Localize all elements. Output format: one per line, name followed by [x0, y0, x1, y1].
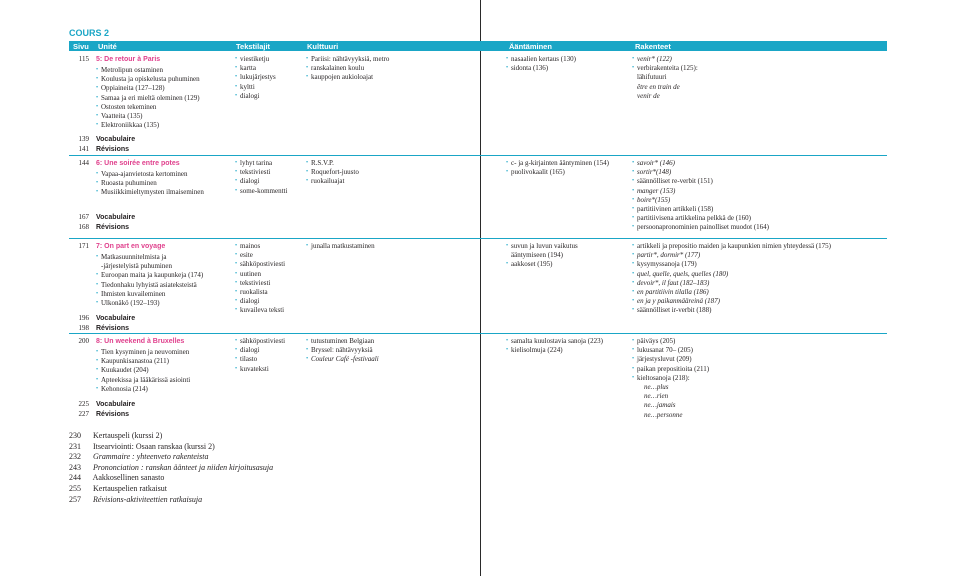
- row-divider: [69, 238, 887, 239]
- list-item: • Pariisi: nähtävyyksiä, metro: [306, 55, 389, 64]
- row-divider: [69, 333, 887, 334]
- rakenteet-list: [632, 337, 709, 420]
- list-item: • R.S.V.P.: [306, 159, 359, 168]
- rakenteet-list: [632, 242, 831, 316]
- list-item: • persoonapronominien painolliset muodot (164): [632, 223, 769, 232]
- unite-list: [96, 348, 190, 394]
- list-item: • Brysselː nähtävyyksiä: [306, 346, 379, 355]
- list-item: • boire*(155): [632, 196, 769, 205]
- list-item: • samalta kuulostavia sanoja (223): [506, 337, 603, 346]
- unit-title: 8: Un weekend à Bruxelles: [96, 338, 185, 345]
- aantaminen-list: [506, 337, 603, 355]
- list-item: ne…plus: [644, 383, 669, 392]
- list-item: • sidonta (136): [506, 64, 576, 73]
- list-item: • puolivokaalit (165): [506, 168, 609, 177]
- aantaminen-list: [506, 55, 576, 73]
- list-item: • Ihmisten kuvaileminen: [96, 290, 203, 299]
- list-item: • ruokailuajat: [306, 177, 359, 186]
- list-item: • nasaalien kertaus (130): [506, 55, 576, 64]
- list-item: • dialogi: [235, 346, 285, 355]
- list-item: • verbirakenteita (125):: [632, 64, 698, 73]
- tekstilajit-list: [235, 55, 276, 101]
- list-item: • Elektroniikkaa (135): [96, 121, 200, 130]
- appendix-page: 257: [69, 494, 81, 504]
- list-item: • kyltti: [235, 83, 276, 92]
- course-title: COURS 2: [69, 28, 110, 38]
- appendix-item: [69, 452, 273, 463]
- list-item: • lyhyt tarina: [235, 159, 287, 168]
- list-item: • paikan prepositioita (211): [632, 365, 709, 374]
- revisions-label: Révisions: [96, 325, 130, 332]
- list-item: • dialogi: [235, 92, 276, 101]
- kulttuuri-list: [306, 242, 375, 251]
- appendix-list: [69, 431, 273, 505]
- header-aantaminen: Ääntäminen: [509, 42, 552, 51]
- list-item: • Roquefort-juusto: [306, 168, 359, 177]
- list-item: -järjestelyistä puhuminen: [101, 262, 172, 271]
- revisions-page: 141: [78, 145, 89, 153]
- appendix-item: [69, 442, 273, 453]
- list-item: venir de: [637, 91, 660, 100]
- list-item: • kauppojen aukioloajat: [306, 73, 389, 82]
- list-item: • Oppiaineita (127–128): [96, 84, 200, 93]
- unite-list: [96, 66, 200, 130]
- vocab-page: 167: [78, 213, 89, 221]
- header-kulttuuri: Kulttuuri: [307, 42, 339, 51]
- list-item: • uutinen: [235, 270, 285, 279]
- tekstilajit-list: [235, 159, 287, 196]
- list-item: • kuvateksti: [235, 365, 285, 374]
- list-item: • esite: [235, 251, 285, 260]
- list-item: • Kaupunkisanastoa (211): [96, 357, 190, 366]
- list-item: • Vapaa-ajanvietosta kertominen: [96, 170, 204, 179]
- rakenteet-list: [632, 159, 769, 233]
- appendix-text: Aakkosellinen sanasto: [92, 473, 165, 483]
- unit-page: 200: [78, 337, 89, 345]
- list-item: • kuvaileva teksti: [235, 306, 285, 315]
- list-item: • kartta: [235, 64, 276, 73]
- header-tekstilajit: Tekstilajit: [236, 42, 271, 51]
- list-item: • Tien kysyminen ja neuvominen: [96, 348, 190, 357]
- kulttuuri-list: [306, 55, 389, 83]
- vocab-page: 225: [78, 400, 89, 408]
- list-item: lähifutuuri: [637, 73, 667, 82]
- list-item: • partir*, dormir* (177): [632, 251, 831, 260]
- unite-list: [96, 253, 203, 308]
- list-item: • ruokalista: [235, 288, 285, 297]
- appendix-item: [69, 463, 273, 474]
- list-item: • artikkeli ja prepositio maiden ja kaupunkien nimien yhteydessä (175): [632, 242, 831, 251]
- list-item: ne…rien: [644, 392, 669, 401]
- list-item: • säännölliset re-verbit (151): [632, 177, 769, 186]
- vocab-label: Vocabulaire: [96, 214, 136, 221]
- row-divider: [69, 155, 887, 156]
- list-item: • sähköpostiviesti: [235, 337, 285, 346]
- revisions-label: Révisions: [96, 224, 130, 231]
- list-item: • partitiivinen artikkeli (158): [632, 205, 769, 214]
- list-item: • tilasto: [235, 355, 285, 364]
- list-item: • venir* (122): [632, 55, 698, 64]
- list-item: • Kuukaudet (204): [96, 366, 190, 375]
- list-item: • tekstiviesti: [235, 168, 287, 177]
- revisions-label: Révisions: [96, 411, 130, 418]
- tekstilajit-list: [235, 337, 285, 374]
- kulttuuri-list: [306, 337, 379, 365]
- list-item: • Koulusta ja opiskelusta puhuminen: [96, 75, 200, 84]
- list-item: • järjestysluvut (209): [632, 355, 709, 364]
- unit-page: 115: [78, 55, 89, 63]
- list-item: • quel, quelle, quels, quelles (180): [632, 270, 831, 279]
- revisions-page: 227: [78, 410, 89, 418]
- list-item: • some-kommentti: [235, 187, 287, 196]
- unit-title: 6: Une soirée entre potes: [96, 160, 180, 167]
- list-item: • Euroopan maita ja kaupunkeja (174): [96, 271, 203, 280]
- list-item: • Ruoasta puhuminen: [96, 179, 204, 188]
- list-item: • dialogi: [235, 177, 287, 186]
- list-item: • kielisolmuja (224): [506, 346, 603, 355]
- list-item: • junalla matkustaminen: [306, 242, 375, 251]
- list-item: • Kehonosia (214): [96, 385, 190, 394]
- vocab-page: 139: [78, 135, 89, 143]
- list-item: • lukusanat 70– (205): [632, 346, 709, 355]
- list-item: • savoir* (146): [632, 159, 769, 168]
- list-item: • Samaa ja eri mieltä oleminen (129): [96, 94, 200, 103]
- list-item: • dialogi: [235, 297, 285, 306]
- unit-page: 171: [78, 242, 89, 250]
- vocab-label: Vocabulaire: [96, 401, 136, 408]
- unit-page: 144: [78, 159, 89, 167]
- revisions-page: 168: [78, 223, 89, 231]
- list-item: • päiväys (205): [632, 337, 709, 346]
- unit-row: [69, 333, 887, 423]
- list-item: être en train de: [637, 82, 680, 91]
- unit-row: [69, 155, 887, 238]
- appendix-text: Prononciation : ranskan äänteet ja niiden kirjoitusasuja: [93, 462, 274, 472]
- appendix-text: Révisions-aktiviteettien ratkaisuja: [93, 494, 203, 504]
- appendix-item: [69, 473, 273, 484]
- revisions-label: Révisions: [96, 146, 130, 153]
- list-item: • devoir*, il faut (182–183): [632, 279, 831, 288]
- appendix-page: 243: [69, 462, 81, 472]
- unit-title: 7: On part en voyage: [96, 243, 166, 250]
- table-header: [69, 41, 887, 51]
- list-item: ne…jamais: [644, 401, 676, 410]
- kulttuuri-list: [306, 159, 359, 187]
- appendix-text: Itsearviointi: Osaan ranskaa (kurssi 2): [93, 441, 215, 451]
- list-item: • kysymyssanoja (179): [632, 260, 831, 269]
- list-item: • kieltosanoja (218):: [632, 374, 709, 383]
- appendix-page: 230: [69, 431, 81, 440]
- appendix-page: 255: [69, 483, 81, 493]
- list-item: • tekstiviesti: [235, 279, 285, 288]
- header-rakenteet: Rakenteet: [635, 42, 671, 51]
- appendix-item: [69, 495, 273, 506]
- list-item: • Vaatteita (135): [96, 112, 200, 121]
- list-item: ääntymiseen (194): [511, 251, 563, 260]
- list-item: • Metrolipun ostaminen: [96, 66, 200, 75]
- list-item: • Musiikkimieltymysten ilmaiseminen: [96, 188, 204, 197]
- list-item: • Matkasuunnitelmista ja: [96, 253, 203, 262]
- appendix-item: [69, 431, 273, 442]
- vocab-page: 196: [78, 314, 89, 322]
- list-item: • tutustuminen Belgiaan: [306, 337, 379, 346]
- appendix-page: 231: [69, 441, 81, 451]
- list-item: • Apteekissa ja lääkärissä asiointi: [96, 376, 190, 385]
- vocab-label: Vocabulaire: [96, 136, 136, 143]
- list-item: • en partitiivin tilalla (186): [632, 288, 831, 297]
- aantaminen-list: [506, 159, 609, 177]
- list-item: • aakkoset (195): [506, 260, 578, 269]
- unite-list: [96, 170, 204, 198]
- list-item: • Ulkonäkö (192–193): [96, 299, 203, 308]
- appendix-item: [69, 484, 273, 495]
- list-item: • lukujärjestys: [235, 73, 276, 82]
- list-item: • Tiedonhaku lyhyistä asiateksteistä: [96, 281, 203, 290]
- aantaminen-list: [506, 242, 578, 270]
- list-item: • manger (153): [632, 187, 769, 196]
- appendix-page: 232: [69, 452, 81, 462]
- appendix-text: Grammaire : yhteenveto rakenteista: [93, 452, 209, 462]
- unit-row: [69, 53, 887, 153]
- list-item: • partitiivisena artikkelina pelkkä de (160): [632, 214, 769, 223]
- appendix-text: Kertauspelien ratkaisut: [93, 483, 167, 493]
- list-item: ne…personne: [644, 410, 683, 419]
- list-item: • sortir*(148): [632, 168, 769, 177]
- revisions-page: 198: [78, 324, 89, 332]
- unit-row: [69, 238, 887, 333]
- appendix-text: Kertauspeli (kurssi 2): [93, 431, 163, 440]
- list-item: • mainos: [235, 242, 285, 251]
- rakenteet-list: [632, 55, 698, 101]
- list-item: • sähköpostiviesti: [235, 260, 285, 269]
- list-item: • suvun ja luvun vaikutus: [506, 242, 578, 251]
- header-unite: Unité: [98, 42, 117, 51]
- list-item: • säännölliset ir-verbit (188): [632, 306, 831, 315]
- list-item: • en ja y paikanmääreinä (187): [632, 297, 831, 306]
- appendix-page: 244: [69, 473, 81, 483]
- header-sivu: Sivu: [73, 42, 89, 51]
- list-item: • c- ja g-kirjainten ääntyminen (154): [506, 159, 609, 168]
- list-item: • viestiketju: [235, 55, 276, 64]
- unit-title: 5: De retour à Paris: [96, 56, 161, 63]
- list-item: • Couleur Café -festivaali: [306, 355, 379, 364]
- list-item: • ranskalainen koulu: [306, 64, 389, 73]
- tekstilajit-list: [235, 242, 285, 316]
- list-item: • Ostosten tekeminen: [96, 103, 200, 112]
- vocab-label: Vocabulaire: [96, 315, 136, 322]
